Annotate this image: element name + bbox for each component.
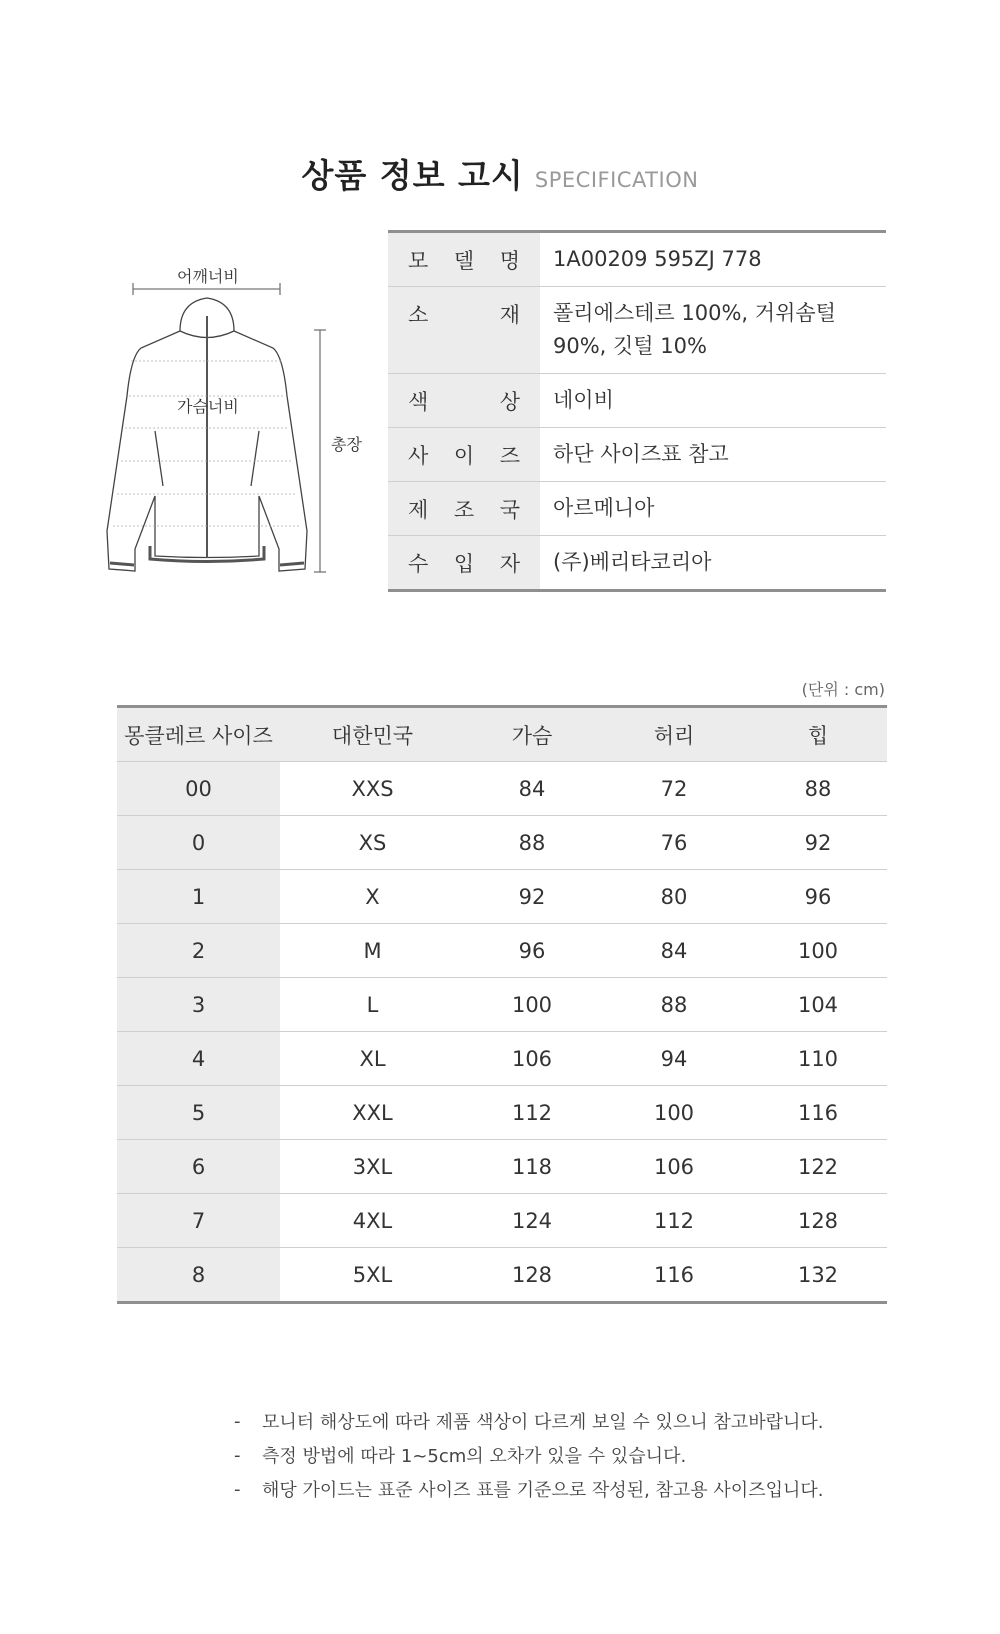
- size-table: [117, 705, 887, 1304]
- table-cell: 84: [599, 924, 749, 978]
- spec-row-model: [388, 232, 886, 287]
- table-cell: 96: [749, 870, 887, 924]
- header-korea-size: 대한민국: [280, 707, 465, 762]
- table-row: [117, 978, 887, 1032]
- table-cell: 88: [465, 816, 599, 870]
- table-cell: XL: [280, 1032, 465, 1086]
- table-cell: 106: [599, 1140, 749, 1194]
- table-row: [117, 762, 887, 816]
- spec-value-model: 1A00209 595ZJ 778: [540, 232, 886, 287]
- title-english: SPECIFICATION: [534, 168, 699, 192]
- table-cell: 5XL: [352, 1262, 393, 1287]
- table-cell: 88: [599, 978, 749, 1032]
- spec-table: [388, 230, 886, 592]
- table-cell: M: [280, 924, 465, 978]
- table-cell: L: [280, 978, 465, 1032]
- table-cell: 100: [465, 978, 599, 1032]
- table-cell: 110: [749, 1032, 887, 1086]
- table-cell: 4: [117, 1032, 280, 1086]
- header-hip: 힙: [749, 707, 887, 762]
- spec-value-origin: 아르메니아: [540, 482, 886, 536]
- spec-key: 수 입 자: [388, 536, 540, 591]
- shoulder-width-label: 어깨너비: [177, 267, 239, 286]
- jacket-diagram: [105, 256, 380, 596]
- title-korean: 상품 정보 고시: [301, 156, 524, 195]
- spec-row-color: [388, 374, 886, 428]
- spec-row-size: [388, 428, 886, 482]
- notes-list: [234, 1404, 823, 1506]
- table-cell: 128: [749, 1194, 887, 1248]
- table-cell: 72: [599, 762, 749, 816]
- table-cell: XXS: [280, 762, 465, 816]
- table-cell: 0: [117, 816, 280, 870]
- table-cell: 122: [749, 1140, 887, 1194]
- table-cell: 132: [797, 1262, 839, 1287]
- table-row: [117, 1140, 887, 1194]
- table-row: [117, 1086, 887, 1140]
- table-cell: 92: [749, 816, 887, 870]
- table-cell: 112: [465, 1086, 599, 1140]
- table-row: [117, 870, 887, 924]
- table-cell: 5: [117, 1086, 280, 1140]
- spec-row-importer: [388, 536, 886, 591]
- table-row: [117, 816, 887, 870]
- table-cell: 3XL: [280, 1140, 465, 1194]
- header-chest: 가슴: [465, 707, 599, 762]
- table-cell: 3: [117, 978, 280, 1032]
- table-cell: 116: [749, 1086, 887, 1140]
- table-cell: 100: [599, 1086, 749, 1140]
- table-row: [117, 1248, 887, 1303]
- table-row: [117, 1032, 887, 1086]
- table-cell: 96: [465, 924, 599, 978]
- table-cell: 76: [599, 816, 749, 870]
- table-cell: 8: [117, 1248, 280, 1303]
- table-cell: 112: [599, 1194, 749, 1248]
- spec-row-material: [388, 287, 886, 374]
- table-cell: 6: [117, 1140, 280, 1194]
- table-row: [117, 924, 887, 978]
- spec-value-size: 하단 사이즈표 참고: [540, 428, 886, 482]
- spec-key: 사 이 즈: [388, 428, 540, 482]
- table-cell: 124: [465, 1194, 599, 1248]
- unit-label: (단위 : cm): [801, 680, 885, 699]
- chest-width-label: 가슴너비: [177, 397, 239, 416]
- table-cell: 128: [511, 1262, 553, 1287]
- table-cell: 118: [465, 1140, 599, 1194]
- table-cell: X: [280, 870, 465, 924]
- table-cell: 7: [117, 1194, 280, 1248]
- spec-row-origin: [388, 482, 886, 536]
- spec-key: 제 조 국: [388, 482, 540, 536]
- table-cell: 92: [465, 870, 599, 924]
- table-cell: 104: [749, 978, 887, 1032]
- spec-key: 소 재: [388, 287, 540, 374]
- spec-key: 모 델 명: [388, 232, 540, 287]
- table-cell: 1: [117, 870, 280, 924]
- table-cell: 106: [465, 1032, 599, 1086]
- table-cell: 00: [117, 762, 280, 816]
- page-title: [0, 150, 1000, 197]
- table-cell: 2: [117, 924, 280, 978]
- table-cell: 116: [653, 1262, 695, 1287]
- table-cell: 100: [749, 924, 887, 978]
- size-table-header: [117, 707, 887, 762]
- note-item: - 해당 가이드는 표준 사이즈 표를 기준으로 작성된, 참고용 사이즈입니다.: [234, 1478, 824, 1501]
- spec-key: 색 상: [388, 374, 540, 428]
- jacket-outline-icon: [105, 256, 380, 596]
- table-cell: 84: [465, 762, 599, 816]
- spec-value-color: 네이비: [540, 374, 886, 428]
- table-row: [117, 1194, 887, 1248]
- table-cell: 88: [749, 762, 887, 816]
- note-item: - 모니터 해상도에 따라 제품 색상이 다르게 보일 수 있으니 참고바랍니다.: [234, 1410, 824, 1433]
- spec-value-material: 폴리에스테르 100%, 거위솜털 90%, 깃털 10%: [540, 287, 886, 374]
- spec-value-importer: (주)베리타코리아: [553, 550, 712, 574]
- table-cell: XXL: [280, 1086, 465, 1140]
- table-cell: 80: [599, 870, 749, 924]
- table-cell: 4XL: [280, 1194, 465, 1248]
- table-cell: 94: [599, 1032, 749, 1086]
- total-length-label: 총장: [331, 435, 362, 454]
- note-item: - 측정 방법에 따라 1~5cm의 오차가 있을 수 있습니다.: [234, 1444, 687, 1467]
- header-waist: 허리: [599, 707, 749, 762]
- header-moncler-size: 몽클레르 사이즈: [117, 707, 280, 762]
- table-cell: XS: [280, 816, 465, 870]
